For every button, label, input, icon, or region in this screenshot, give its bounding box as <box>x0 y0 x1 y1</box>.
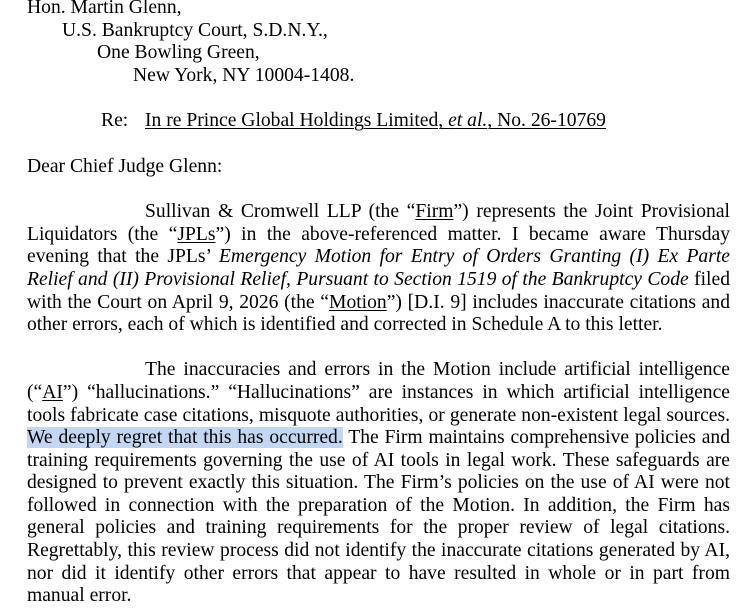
defined-term-firm: Firm <box>415 201 454 223</box>
re-line <box>27 110 730 133</box>
case-name: In re Prince Global Holdings Limited, <box>145 110 444 132</box>
defined-term-motion: Motion <box>329 291 387 313</box>
letter-page <box>27 0 730 608</box>
address-block <box>27 0 730 87</box>
re-label: Re: <box>101 110 129 132</box>
salutation: Dear Chief Judge Glenn: <box>27 155 223 177</box>
selected-text-highlight[interactable]: We deeply regret that this has occurred. <box>27 427 343 449</box>
case-et-al: et al. <box>448 110 488 132</box>
address-line-name: Hon. Martin Glenn, <box>27 0 182 18</box>
case-caption <box>145 110 606 131</box>
case-number: , No. 26-10769 <box>487 110 606 132</box>
paragraph-1: Sullivan & Cromwell LLP (the “Firm”) represents the Joint Provisional Liquidators (the “JPLs”) in the above-referenced matter. I became aware Thursday evening that the JPLs’ Emergency Motion for Entry of Orders Granting (I) Ex Parte Relief and (II) Provisional Relief, Pursuant to Section 1519 of the Bankruptcy Code filed with the Court on April 9, 2026 (the “Motion”) [D.I. 9] includes inaccurate citations and other errors, each of which is identified and corrected in Schedule A to this letter. <box>27 201 730 336</box>
defined-term-ai: AI <box>42 381 63 403</box>
defined-term-jpls: JPLs <box>177 223 216 245</box>
address-line-street: One Bowling Green, <box>97 42 260 64</box>
paragraph-2: The inaccuracies and errors in the Motion include artificial intelligence (“AI”) “hallucinations.” “Hallucinations” are instances in which artificial intelligence tools fabricate case citations, misquote authorities, or generate non-existent legal sources. We deeply regret that this has occurred. The Firm maintains comprehensive policies and training requirements governing the use of AI tools in legal work. These safeguards are designed to prevent exactly this situation. The Firm’s policies on the use of AI were not followed in connection with the preparation of the Motion. In addition, the Firm has general policies and training requirements for the proper review of legal citations. Regrettably, this review process did not identify the inaccurate citations generated by AI, nor did it identify other errors that appear to have resulted in whole or in part from manual error. <box>27 359 730 607</box>
motion-title: Emergency Motion for Entry of Orders Granting (I) Ex Parte Relief and (II) Provisional Relief, Pursuant to Section 1519 of the Bankruptcy Code <box>27 246 730 290</box>
address-line-city: New York, NY 10004-1408. <box>133 64 355 86</box>
address-line-court: U.S. Bankruptcy Court, S.D.N.Y., <box>62 19 328 41</box>
